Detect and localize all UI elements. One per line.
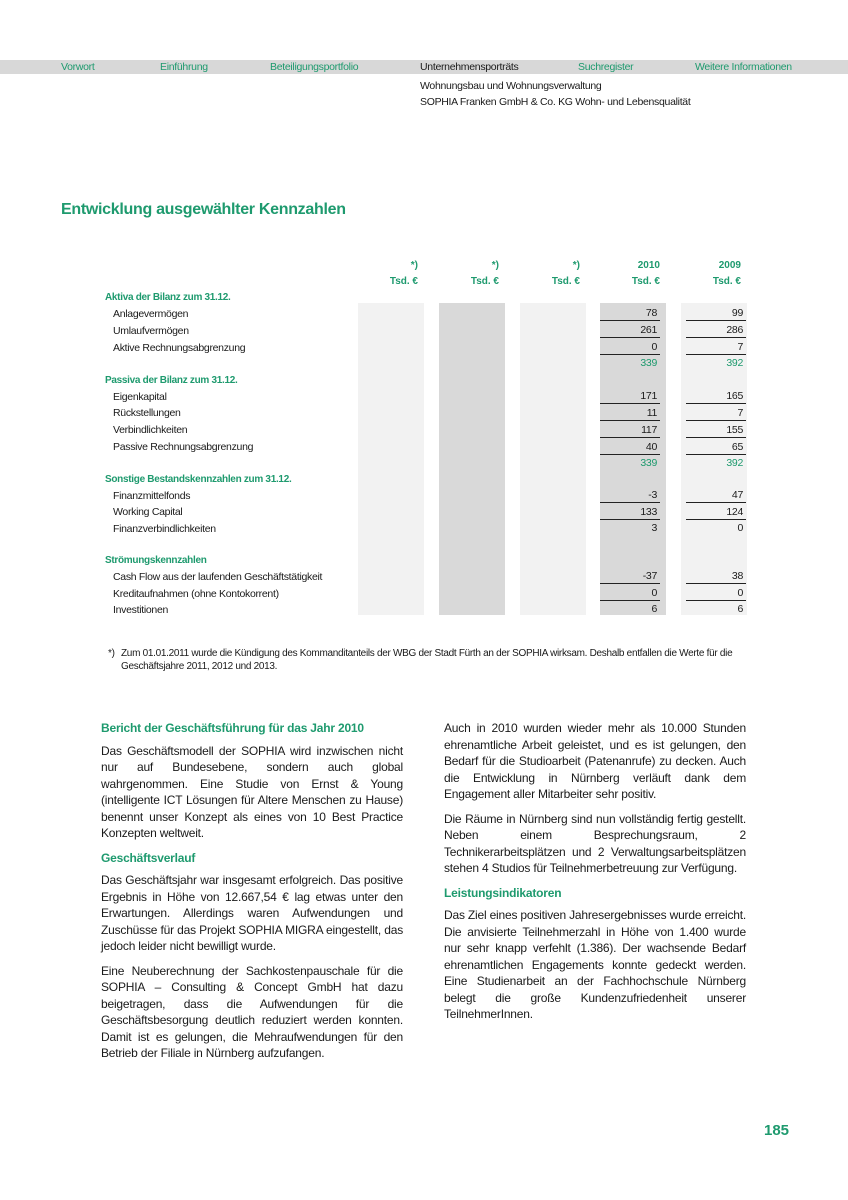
section-passiva: Passiva der Bilanz zum 31.12.	[105, 375, 238, 386]
col-header-2-mark: *)	[491, 260, 499, 271]
value-2010: 78	[600, 306, 660, 321]
column-bg-1	[358, 303, 424, 615]
nav-weitere-informationen[interactable]: Weitere Informationen	[695, 61, 792, 73]
value-2009: 7	[686, 340, 746, 355]
col-header-3-mark: *)	[572, 260, 580, 271]
value-2010: -37	[600, 569, 660, 584]
value-2009: 0	[737, 522, 743, 534]
row-label-working-capital: Working Capital	[113, 506, 183, 518]
value-2009: 38	[686, 569, 746, 584]
value-2009: 0	[686, 586, 746, 601]
value-2009: 65	[686, 440, 746, 455]
page-title: Entwicklung ausgewählter Kennzahlen	[61, 201, 346, 218]
nav-vorwort[interactable]: Vorwort	[61, 61, 95, 73]
paragraph: Das Geschäftsjahr war insgesamt erfolgreich. Das positive Ergebnis in Höhe von 12.667,54 € lag etwas unter den Erwartungen. Allerdings waren Aufwendungen und Zuschüsse für das Projekt SOPHIA MIGRA eingestellt, das jedoch leider nicht bewilligt wurde.	[101, 873, 403, 953]
col-header-2010-year: 2010	[637, 260, 660, 271]
value-2010: 3	[651, 522, 657, 534]
nav-beteiligungsportfolio[interactable]: Beteiligungsportfolio	[270, 61, 359, 73]
row-label-finanzmittelfonds: Finanzmittelfonds	[113, 490, 191, 502]
paragraph: Das Ziel eines positiven Jahresergebnisses wurde erreicht. Die anvisierte Teilnehmerzahl in Höhe von 1.400 wurde nur sehr knapp verfehlt (1.386). Der wachsende Bedarf ehrenamtlichen Engagements konnte gedeckt werden. Eine Studienarbeit an der Fachhochschule Nürnberg belegt die große Kundenzufriedenheit unserer TeilnehmerInnen.	[444, 908, 746, 1021]
value-2010: 171	[600, 389, 660, 404]
footnote-text: Zum 01.01.2011 wurde die Kündigung des Kommanditanteils der WBG der Stadt Fürth an der SOPHIA wirksam. Deshalb entfallen die Werte für die Geschäftsjahre 2011, 2012 und 2013.	[121, 648, 733, 672]
report-left-column	[101, 720, 403, 1070]
col-header-2-unit: Tsd. €	[470, 276, 499, 287]
page-number: 185	[764, 1122, 790, 1139]
value-2009: 99	[686, 306, 746, 321]
row-label-umlaufvermoegen: Umlaufvermögen	[113, 325, 189, 337]
value-2010: -3	[600, 488, 660, 503]
row-label-investitionen: Investitionen	[113, 604, 169, 616]
col-header-1-unit: Tsd. €	[389, 276, 418, 287]
heading-leistungsindikatoren: Leistungsindikatoren	[444, 885, 562, 900]
col-header-2009-unit: Tsd. €	[712, 276, 741, 287]
value-2010: 6	[651, 603, 657, 615]
section-subtitle: Wohnungsbau und Wohnungsverwaltung	[420, 80, 602, 92]
value-2010: 261	[600, 323, 660, 338]
total-2010: 339	[640, 357, 657, 369]
row-label-verbindlichkeiten: Verbindlichkeiten	[113, 424, 188, 436]
footnote-mark: *)	[108, 648, 115, 659]
row-label-kreditaufnahmen: Kreditaufnahmen (ohne Kontokorrent)	[113, 588, 279, 600]
section-aktiva: Aktiva der Bilanz zum 31.12.	[105, 292, 231, 303]
heading-geschaeftsverlauf: Geschäftsverlauf	[101, 850, 196, 865]
value-2010: 11	[600, 406, 660, 421]
row-label-passive-rechnungsabgrenzung: Passive Rechnungsabgrenzung	[113, 441, 254, 453]
heading-bericht: Bericht der Geschäftsführung für das Jahr 2010	[101, 721, 364, 735]
row-label-anlagevermoegen: Anlagevermögen	[113, 308, 189, 320]
column-bg-3	[520, 303, 586, 615]
total-2009: 392	[726, 457, 743, 469]
company-subtitle: SOPHIA Franken GmbH & Co. KG Wohn- und Lebensqualität	[420, 96, 691, 108]
value-2010: 40	[600, 440, 660, 455]
row-label-eigenkapital: Eigenkapital	[113, 391, 167, 403]
paragraph: Das Geschäftsmodell der SOPHIA wird inzwischen nicht nur auf Bundesebene, sondern auch global wahrgenommen. Eine Studie von Ernst & Young (intelligente ICT Lösungen für Altere Menschen zu Hause) benennt unser Konzept als eines von 10 Best Practice Konzepten weltweit.	[101, 743, 403, 840]
col-header-3-unit: Tsd. €	[551, 276, 580, 287]
paragraph: Die Räume in Nürnberg sind nun vollständig fertig gestellt. Neben einem Besprechungsraum, 2 Technikerarbeitsplätzen und 2 Verwaltungsarbeitsplätzen stehen 4 Studios für Teilnehmerbetreuung zur Verfügung.	[444, 811, 746, 875]
section-stroemungskennzahlen: Strömungskennzahlen	[105, 555, 207, 566]
report-right-column	[444, 720, 746, 1031]
value-2009: 286	[686, 323, 746, 338]
total-2010: 339	[640, 457, 657, 469]
footnote	[108, 647, 758, 673]
value-2009: 7	[686, 406, 746, 421]
value-2010: 117	[600, 423, 660, 438]
value-2009: 6	[737, 603, 743, 615]
column-bg-2	[439, 303, 505, 615]
value-2009: 165	[686, 389, 746, 404]
row-label-rueckstellungen: Rückstellungen	[113, 407, 181, 419]
row-label-cash-flow: Cash Flow aus der laufenden Geschäftstätigkeit	[113, 571, 323, 583]
col-header-1-mark: *)	[410, 260, 418, 271]
value-2010: 0	[600, 340, 660, 355]
value-2010: 0	[600, 586, 660, 601]
col-header-2010-unit: Tsd. €	[631, 276, 660, 287]
value-2010: 133	[600, 505, 660, 520]
nav-suchregister[interactable]: Suchregister	[578, 61, 634, 73]
total-2009: 392	[726, 357, 743, 369]
row-label-finanzverbindlichkeiten: Finanzverbindlichkeiten	[113, 523, 216, 535]
paragraph: Eine Neuberechnung der Sachkostenpauschale für die SOPHIA – Consulting & Concept GmbH hat dazu beigetragen, dass die Aufwendungen für die Geschäftsbesorgung deutlich reduziert werden konnten. Damit ist es gelungen, die Mehraufwendungen für den Betrieb der Filiale in Nürnberg aufzufangen.	[101, 963, 403, 1060]
section-sonstige-bestandskennzahlen: Sonstige Bestandskennzahlen zum 31.12.	[105, 474, 292, 485]
nav-einfuehrung[interactable]: Einführung	[160, 61, 208, 73]
value-2009: 124	[686, 505, 746, 520]
col-header-2009-year: 2009	[718, 260, 741, 271]
value-2009: 47	[686, 488, 746, 503]
nav-unternehmensportraets[interactable]: Unternehmensporträts	[420, 61, 519, 73]
paragraph: Auch in 2010 wurden wieder mehr als 10.000 Stunden ehrenamtliche Arbeit geleistet, und es ist gelungen, den Bedarf für die Studioarbeit (Patenanrufe) zu decken. Auch die Entwicklung in Nürnberg verläuft dank dem Engagement aller Mitarbeiter sehr positiv.	[444, 721, 746, 801]
value-2009: 155	[686, 423, 746, 438]
row-label-aktive-rechnungsabgrenzung: Aktive Rechnungsabgrenzung	[113, 342, 246, 354]
